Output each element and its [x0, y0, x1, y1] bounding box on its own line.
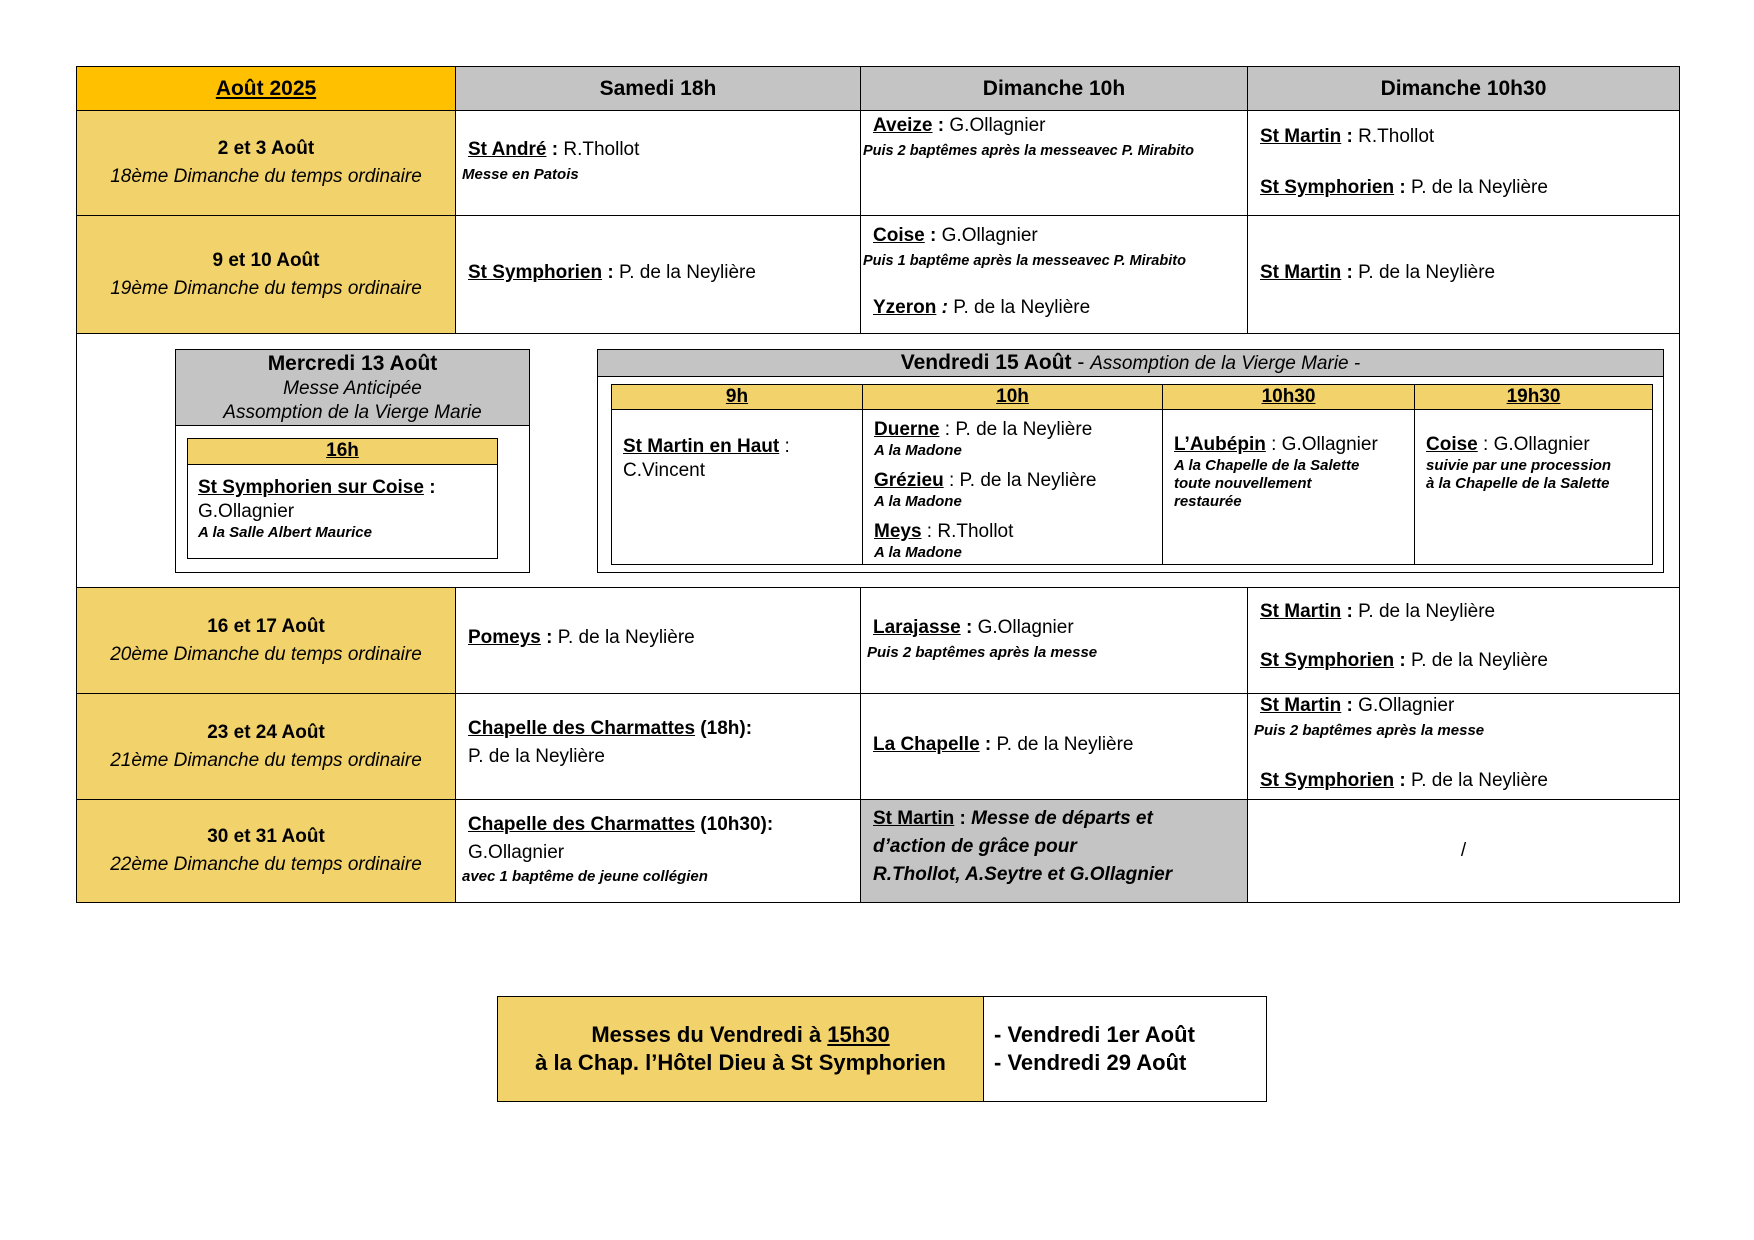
column-header-dim1030-label: Dimanche 10h30: [1380, 76, 1547, 100]
row5-dim10-place: St Martin: [873, 808, 955, 829]
row3-sam-priest: P. de la Neylière: [557, 627, 695, 648]
vendredi-col-9h: [611, 384, 863, 410]
row4-dim1030-sep-1: :: [1341, 695, 1359, 716]
row2-dim10-place-2: Yzeron: [873, 297, 937, 318]
vendredi-10h-sep-3: :: [921, 521, 938, 542]
vendredi-col-10h30-label: 10h30: [1261, 386, 1316, 407]
vendredi-subtitle-sep: -: [1071, 351, 1091, 374]
vendredi-10h-place-2: Grézieu: [874, 470, 944, 491]
friday-masses-line2: à la Chap. l’Hôtel Dieu à St Symphorien: [535, 1050, 946, 1075]
row2-dim10-priest-2: P. de la Neylière: [953, 297, 1091, 318]
row4-dim1030-priest-2: P. de la Neylière: [1410, 770, 1548, 791]
vendredi-1030-place: L’Aubépin: [1174, 434, 1266, 455]
row3-dim1030-place-1: St Martin: [1260, 601, 1342, 622]
vendredi-col-10h: [862, 384, 1163, 410]
row1-dim10-sep: :: [932, 115, 950, 136]
vendredi-1030-note-3: restaurée: [1174, 493, 1242, 510]
dim1030-cell-row4: [1247, 693, 1680, 800]
row2-dim10-place-1: Coise: [873, 225, 925, 246]
vendredi-cell-9h: [611, 409, 863, 565]
row5-sam-note: avec 1 baptême de jeune collégien: [462, 868, 708, 885]
samedi-cell-row5: [455, 799, 861, 903]
row2-sam-priest: P. de la Neylière: [618, 262, 756, 283]
row2-dim1030-sep: :: [1341, 262, 1359, 283]
vendredi-1930-note-1: suivie par une procession: [1426, 457, 1612, 474]
column-header-dimanche-10h30: [1247, 66, 1680, 111]
row1-dim1030-sep-1: :: [1341, 126, 1359, 147]
vendredi-header: [597, 349, 1664, 377]
row3-dim10-sep: :: [960, 617, 978, 638]
dim1030-cell-row5: [1247, 799, 1680, 903]
row3-dim1030-sep-2: :: [1394, 650, 1411, 671]
mercredi-header: [175, 349, 530, 426]
mercredi-sub1: Messe Anticipée: [283, 378, 422, 399]
dim10-cell-row3: [860, 587, 1248, 694]
vendredi-title: Vendredi 15 Août: [900, 351, 1072, 374]
dim1030-cell-row3: [1247, 587, 1680, 694]
row1-date: 2 et 3 Août: [217, 138, 315, 159]
row3-sam-place: Pomeys: [468, 627, 541, 648]
row2-sunday: 19ème Dimanche du temps ordinaire: [110, 277, 422, 299]
row1-dim1030-priest-1: R.Thollot: [1358, 126, 1435, 147]
row5-sam-place: Chapelle des Charmattes: [468, 814, 696, 835]
vendredi-1030-note-2: toute nouvellement: [1174, 475, 1312, 492]
samedi-cell-row2: [455, 215, 861, 334]
vendredi-cell-19h30: [1414, 409, 1653, 565]
row3-sunday: 20ème Dimanche du temps ordinaire: [110, 643, 422, 665]
row3-date: 16 et 17 Août: [207, 615, 325, 637]
column-header-dim10-label: Dimanche 10h: [982, 76, 1126, 100]
vendredi-10h-priest-2: P. de la Neylière: [959, 470, 1097, 491]
vendredi-col-19h30: [1414, 384, 1653, 410]
vendredi-10h-place-3: Meys: [874, 521, 922, 542]
vendredi-1030-note-1: A la Chapelle de la Salette: [1174, 457, 1360, 474]
vendredi-col-10h-label: 10h: [996, 386, 1029, 407]
row3-dim1030-sep-1: :: [1341, 601, 1359, 622]
vendredi-10h-place-1: Duerne: [874, 419, 940, 440]
row4-sam-time: (18h):: [695, 718, 753, 739]
row1-dim10-priest: G.Ollagnier: [949, 115, 1046, 136]
row2-dim1030-priest: P. de la Neylière: [1358, 262, 1496, 283]
mercredi-time: 16h: [326, 440, 359, 461]
row5-sam-priest: G.Ollagnier: [468, 842, 565, 863]
row2-date: 9 et 10 Août: [212, 249, 320, 271]
mercredi-mass: [198, 476, 498, 542]
row5-dim10-text2: d’action de grâce pour: [873, 836, 1077, 857]
mercredi-sep: :: [423, 477, 436, 498]
mercredi-place: St Symphorien sur Coise: [198, 477, 424, 498]
dim1030-cell-row1: [1247, 110, 1680, 216]
row3-dim10-priest: G.Ollagnier: [977, 617, 1074, 638]
vendredi-1930-note-2: à la Chapelle de la Salette: [1426, 475, 1610, 492]
vendredi-1030-sep: :: [1265, 434, 1282, 455]
vendredi-10h-note-1: A la Madone: [874, 442, 962, 459]
vendredi-col-19h30-label: 19h30: [1506, 386, 1561, 407]
vendredi-10h-sep-2: :: [943, 470, 960, 491]
column-header-dimanche-10h: [860, 66, 1248, 111]
row4-dim10-sep: :: [979, 734, 997, 755]
date-cell-row5: [76, 799, 456, 903]
row1-dim10-note: Puis 2 baptêmes après la messeavec P. Mirabito: [863, 143, 1194, 159]
vendredi-subtitle: Assomption de la Vierge Marie -: [1090, 353, 1361, 374]
dim10-cell-row5: [860, 799, 1248, 903]
friday-masses-line1a: Messes du Vendredi à: [591, 1022, 828, 1047]
vendredi-1930-priest: G.Ollagnier: [1493, 434, 1590, 455]
row1-sam-place: St André: [468, 139, 547, 160]
date-cell-row3: [76, 587, 456, 694]
row4-sam-priest: P. de la Neylière: [468, 746, 605, 767]
date-cell-row2: [76, 215, 456, 334]
vendredi-1030-priest: G.Ollagnier: [1281, 434, 1378, 455]
row2-sam-place: St Symphorien: [468, 262, 603, 283]
vendredi-9h-place: St Martin en Haut: [623, 436, 780, 457]
row5-date: 30 et 31 Août: [207, 826, 325, 847]
vendredi-col-10h30: [1162, 384, 1415, 410]
month-header: [76, 66, 456, 111]
friday-date-1: - Vendredi 1er Août: [994, 1022, 1195, 1047]
month-title: Août 2025: [215, 76, 317, 100]
row5-dim10-text3: R.Thollot, A.Seytre et G.Ollagnier: [873, 864, 1173, 885]
dim10-cell-row2: [860, 215, 1248, 334]
vendredi-1930-sep: :: [1477, 434, 1494, 455]
row3-dim1030-place-2: St Symphorien: [1260, 650, 1395, 671]
row4-dim1030-place-2: St Symphorien: [1260, 770, 1395, 791]
row2-dim10-sep-2: :: [936, 297, 954, 318]
row3-dim1030-priest-1: P. de la Neylière: [1358, 601, 1496, 622]
row4-dim1030-sep-2: :: [1394, 770, 1411, 791]
dim1030-cell-row2: [1247, 215, 1680, 334]
row1-sam-sep: :: [546, 139, 564, 160]
mercredi-time-header: [187, 438, 498, 465]
friday-dates-box: [983, 996, 1267, 1102]
row1-dim1030-place-1: St Martin: [1260, 126, 1342, 147]
vendredi-cell-10h30: [1162, 409, 1415, 565]
row1-sam-priest: R.Thollot: [563, 139, 640, 160]
vendredi-cell-10h: [862, 409, 1163, 565]
row4-dim1030-note: Puis 2 baptêmes après la messe: [1254, 722, 1485, 739]
row4-dim10-priest: P. de la Neylière: [996, 734, 1134, 755]
vendredi-10h-sep-1: :: [939, 419, 956, 440]
vendredi-10h-priest-3: R.Thollot: [937, 521, 1014, 542]
date-cell-row4: [76, 693, 456, 800]
row1-sam-note: Messe en Patois: [462, 166, 579, 183]
row3-dim1030-priest-2: P. de la Neylière: [1410, 650, 1548, 671]
dim10-cell-row4: [860, 693, 1248, 800]
row2-sam-sep: :: [602, 262, 619, 283]
row4-sunday: 21ème Dimanche du temps ordinaire: [110, 749, 422, 771]
samedi-cell-row3: [455, 587, 861, 694]
row2-dim10-note: Puis 1 baptême après la messeavec P. Mirabito: [863, 253, 1186, 269]
row4-dim1030-place-1: St Martin: [1260, 695, 1342, 716]
row1-dim1030-priest-2: P. de la Neylière: [1410, 177, 1548, 198]
row5-dim10-text1: Messe de départs et: [971, 808, 1153, 829]
row1-dim1030-place-2: St Symphorien: [1260, 177, 1395, 198]
row4-date: 23 et 24 Août: [207, 721, 325, 743]
row3-dim10-note: Puis 2 baptêmes après la messe: [867, 644, 1098, 661]
samedi-cell-row1: [455, 110, 861, 216]
vendredi-10h-note-2: A la Madone: [874, 493, 962, 510]
vendredi-9h-priest: C.Vincent: [623, 460, 706, 481]
friday-date-2: - Vendredi 29 Août: [994, 1050, 1187, 1075]
row5-dim10-sep: :: [954, 808, 972, 829]
vendredi-1930-place: Coise: [1426, 434, 1478, 455]
mercredi-title: Mercredi 13 Août: [267, 352, 438, 375]
row2-dim10-sep-1: :: [924, 225, 942, 246]
row3-sam-sep: :: [540, 627, 558, 648]
row1-dim1030-sep-2: :: [1394, 177, 1411, 198]
row4-sam-place: Chapelle des Charmattes: [468, 718, 696, 739]
mercredi-priest: G.Ollagnier: [198, 501, 295, 522]
row2-dim1030-place: St Martin: [1260, 262, 1342, 283]
row1-dim10-place: Aveize: [873, 115, 933, 136]
mercredi-note: A la Salle Albert Maurice: [198, 524, 372, 541]
row4-dim1030-priest-1: G.Ollagnier: [1358, 695, 1455, 716]
friday-masses-time: 15h30: [827, 1022, 890, 1047]
row4-dim10-place: La Chapelle: [873, 734, 980, 755]
vendredi-col-9h-label: 9h: [725, 386, 749, 407]
dim10-cell-row1: [860, 110, 1248, 216]
date-cell-row1: [76, 110, 456, 216]
row2-dim10-priest-1: G.Ollagnier: [941, 225, 1038, 246]
mercredi-sub2: Assomption de la Vierge Marie: [223, 402, 482, 423]
vendredi-10h-priest-1: P. de la Neylière: [955, 419, 1093, 440]
vendredi-9h-sep: :: [779, 436, 790, 457]
column-header-samedi: [455, 66, 861, 111]
row5-dim1030-text: /: [1460, 840, 1467, 861]
friday-masses-box: [497, 996, 984, 1102]
column-header-samedi-label: Samedi 18h: [599, 76, 717, 100]
row3-dim10-place: Larajasse: [873, 617, 961, 638]
vendredi-10h-note-3: A la Madone: [874, 544, 962, 561]
row1-sunday: 18ème Dimanche du temps ordinaire: [110, 166, 422, 187]
row5-sam-time: (10h30):: [695, 814, 774, 835]
samedi-cell-row4: [455, 693, 861, 800]
row5-sunday: 22ème Dimanche du temps ordinaire: [110, 854, 422, 875]
